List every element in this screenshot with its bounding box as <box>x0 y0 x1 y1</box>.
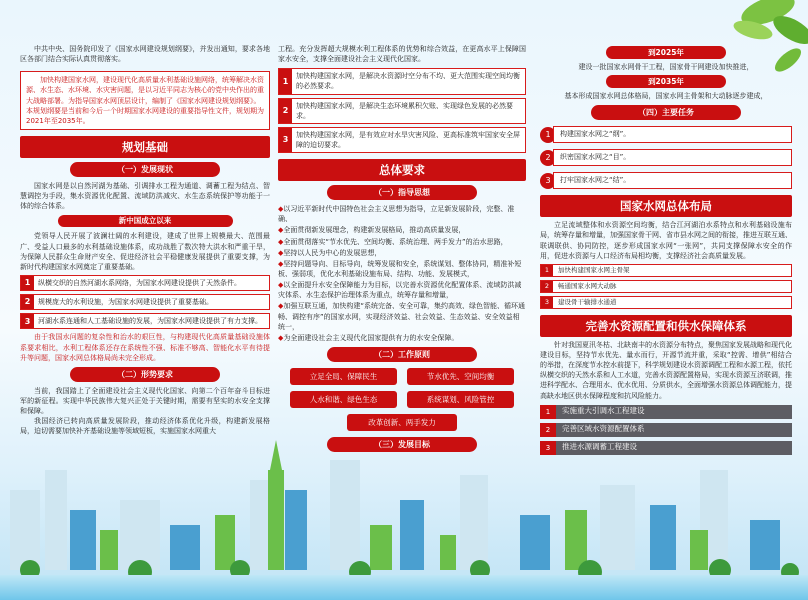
list-item: 1 构建国家水网之“纲”。 <box>540 126 792 143</box>
list-item: 1 纵横交织的自然河湖水系网络，为国家水网建设提供了天然条件。 <box>20 275 270 291</box>
city-skyline-decoration <box>0 430 808 600</box>
column-middle <box>278 0 526 456</box>
task-icon: 1 <box>540 127 556 143</box>
list-item: 1 加快构建国家水网，是解决水资源时空分布不均、更大范围实现空间均衡的必然要求。 <box>278 68 526 94</box>
layout-list <box>540 264 792 309</box>
list-item: 3 加快构建国家水网，是有效应对水旱灾害风险、更高标准筑牢国家安全屏障的迫切要求。 <box>278 127 526 153</box>
guiding-list <box>278 204 526 343</box>
column-left <box>20 0 270 437</box>
summary-text: 加快构建国家水网，建设现代化高质量水利基础设施网络，统筹解决水资源、水生态、水环境、水灾害问题，是以习近平同志为核心的党中央作出的重大战略部署。为指导国家水网顶层设计，编制了《国家水网建设规划纲要》。本规划纲要是当前和今后一个时期国家水网建设的重要指导性文件，规划期为2021年至2035年。 <box>26 76 264 125</box>
sub-title-guiding: （一）指导思想 <box>327 185 477 200</box>
list-item: 3 打牢国家水网之“结”。 <box>540 172 792 189</box>
situation-text-2: 我国经济已转向高质量发展阶段，推动经济体系优化升级，构建新发展格局，迫切需要加快补齐基础设施等领域短板，实施国家水网重大 <box>20 417 270 436</box>
sub-title-goals: （三）发展目标 <box>327 437 477 452</box>
goal-2035-tag: 到2035年 <box>606 75 726 88</box>
foundation-list <box>20 275 270 329</box>
task-icon: 2 <box>540 150 556 166</box>
principles-grid <box>290 368 514 431</box>
task-list <box>540 126 792 189</box>
list-item: 2 完善区域水资源配置体系 <box>540 423 792 437</box>
list-item: ◆坚持问题导向、目标导向，统筹发展和安全，系统谋划、整体协同，精准补短板、强弱项，优化水利基础设施布局、结构、功能、发展模式， <box>278 259 522 278</box>
section-title-basis: 规划基础 <box>20 136 270 158</box>
list-item: ◆全面贯彻落实“节水优先、空间均衡、系统治理、两手发力”的治水思路， <box>278 237 508 246</box>
leaves-decoration-icon <box>698 0 808 80</box>
situation-text-1: 当前，我国踏上了全面建设社会主义现代化国家、向第二个百年奋斗目标进军的新征程。实现中华民族伟大复兴正处于关键时期，需要有坚实的水安全支撑和保障。 <box>20 386 270 416</box>
list-item: 2 畅通国家水网大动脉 <box>540 280 792 293</box>
list-item: 1 实施重大引调水工程建设 <box>540 405 792 419</box>
sub-title-since-founding: 新中国成立以来 <box>58 215 233 227</box>
section-title-layout: 国家水网总体布局 <box>540 195 792 217</box>
principle-pill: 系统谋划、风险管控 <box>407 391 514 408</box>
list-item: 2 加快构建国家水网，是解决生态环境累积欠账、实现绿色发展的必然要求。 <box>278 98 526 124</box>
since-founding-text: 党领导人民开展了波澜壮阔的水利建设，建成了世界上规模最大、范围最广、受益人口最多的水利基础设施体系，成功战胜了数次特大洪水和严重干旱，为保障人民群众生命财产安全、促进经济社会平稳健康发展提供了重要支撑，为新时代构建国家水网奠定了重要基础。 <box>20 232 270 271</box>
status-text: 国家水网是以自然河湖为基础、引调排水工程为通道、调蓄工程为结点、智慧调控为手段，集水资源优化配置、流域防洪减灾、水生态系统保护等功能于一体的综合体系。 <box>20 181 270 211</box>
principle-pill: 改革创新、两手发力 <box>347 414 457 431</box>
layout-text: 立足流域整体和水资源空间均衡，结合江河湖泊水系特点和水利基础设施布局，统筹存量和增量，加强国家骨干网、省市县水网之间的衔接，推进互联互通、联调联供、协同防控，逐步形成国家水网“一张网”，共同支撑保障水安全的作用，促进水资源与人口经济布局相均衡，支撑经济社会高质量发展。 <box>540 221 792 260</box>
list-item: ◆全面贯彻新发展理念，构建新发展格局，推动高质量发展， <box>278 226 466 235</box>
sub-title-principles: （二）工作原则 <box>327 347 477 362</box>
list-item: 1 加快构建国家水网主骨架 <box>540 264 792 277</box>
sub-title-status: （一）发展现状 <box>70 162 220 177</box>
list-item: ◆以习近平新时代中国特色社会主义思想为指导，立足新发展阶段，完整、准确、 <box>278 205 515 224</box>
goal-2035-text: 基本形成国家水网总体格局，国家水网主骨架和大动脉逐步建成， <box>564 92 768 101</box>
list-item: 3 推进水源调蓄工程建设 <box>540 441 792 455</box>
section-title-water: 完善水资源配置和供水保障体系 <box>540 315 792 337</box>
principle-pill: 节水优先、空间均衡 <box>407 368 514 385</box>
summary-box <box>20 71 270 130</box>
list-item: 3 建设骨干输排水通道 <box>540 296 792 309</box>
task-icon: 3 <box>540 173 556 189</box>
necessity-list <box>278 68 526 153</box>
intro-text: 中共中央、国务院印发了《国家水网建设规划纲要》，并发出通知，要求各地区各部门结合实际认真贯彻落实。 <box>20 45 270 64</box>
list-item: 3 河湖水系连通和人工基础设施的发展，为国家水网建设提供了有力支撑。 <box>20 313 270 329</box>
list-item: ◆以全面提升水安全保障能力为目标，以完善水资源优化配置体系、流域防洪减灾体系、水生态保护治理体系为重点，统筹存量和增量， <box>278 281 522 300</box>
list-item: 2 规模庞大的水利设施，为国家水网建设提供了重要基础。 <box>20 294 270 310</box>
principle-pill: 人水和谐、绿色生态 <box>290 391 397 408</box>
sub-title-situation: （二）形势要求 <box>70 367 220 382</box>
list-item: ◆坚持以人民为中心的发展思想， <box>278 248 382 257</box>
list-item: 2 织密国家水网之“目”。 <box>540 149 792 166</box>
water-text: 针对我国夏汛冬枯、北缺南丰的水资源分布特点，聚焦国家发展战略和现代化建设目标，坚持节水优先、量水而行，开源节流并重，采取“控需、增供”相结合的举措，在深度节水控水前提下，科学规划建设水资源调配工程和水源工程，依托纵横交织的天然水系和人工水道，完善水资源配置格局，实现水资源互济联调，推进科学配水、合理用水、优水优用、分质供水，全面增强水资源总体调配能力，提高缺水地区供水保障程度和抗风险能力。 <box>540 340 792 400</box>
list-item: ◆加强互联互通，加快构建“系统完备、安全可靠，集约高效、绿色智能、循环通畅、调控有序”的国家水网，实现经济效益、社会效益、生态效益、安全效益相统一， <box>278 302 526 331</box>
continued-text: 工程。充分发挥超大规模水利工程体系的优势和综合效益，在更高水平上保障国家水安全，支撑全面建设社会主义现代化国家。 <box>278 45 526 64</box>
section-title-requirements: 总体要求 <box>278 159 526 181</box>
principle-pill: 立足全局、保障民生 <box>290 368 397 385</box>
list-item: ◆为全面建设社会主义现代化国家提供有力的水安全保障。 <box>278 333 459 342</box>
problem-text: 由于我国水问题的复杂性和治水的艰巨性，与构建现代化高质量基础设施体系要求相比，水利工程体系还存在系统性不强、标准不够高、智能化水平有待提升等问题，国家水网总体格局尚未完全形成。 <box>20 333 270 362</box>
sub-title-tasks: （四）主要任务 <box>591 105 741 120</box>
goal-2025-text: 建设一批国家水网骨干工程，国家骨干网建设加快推进， <box>578 63 754 71</box>
goal-2025-tag: 到2025年 <box>606 46 726 59</box>
